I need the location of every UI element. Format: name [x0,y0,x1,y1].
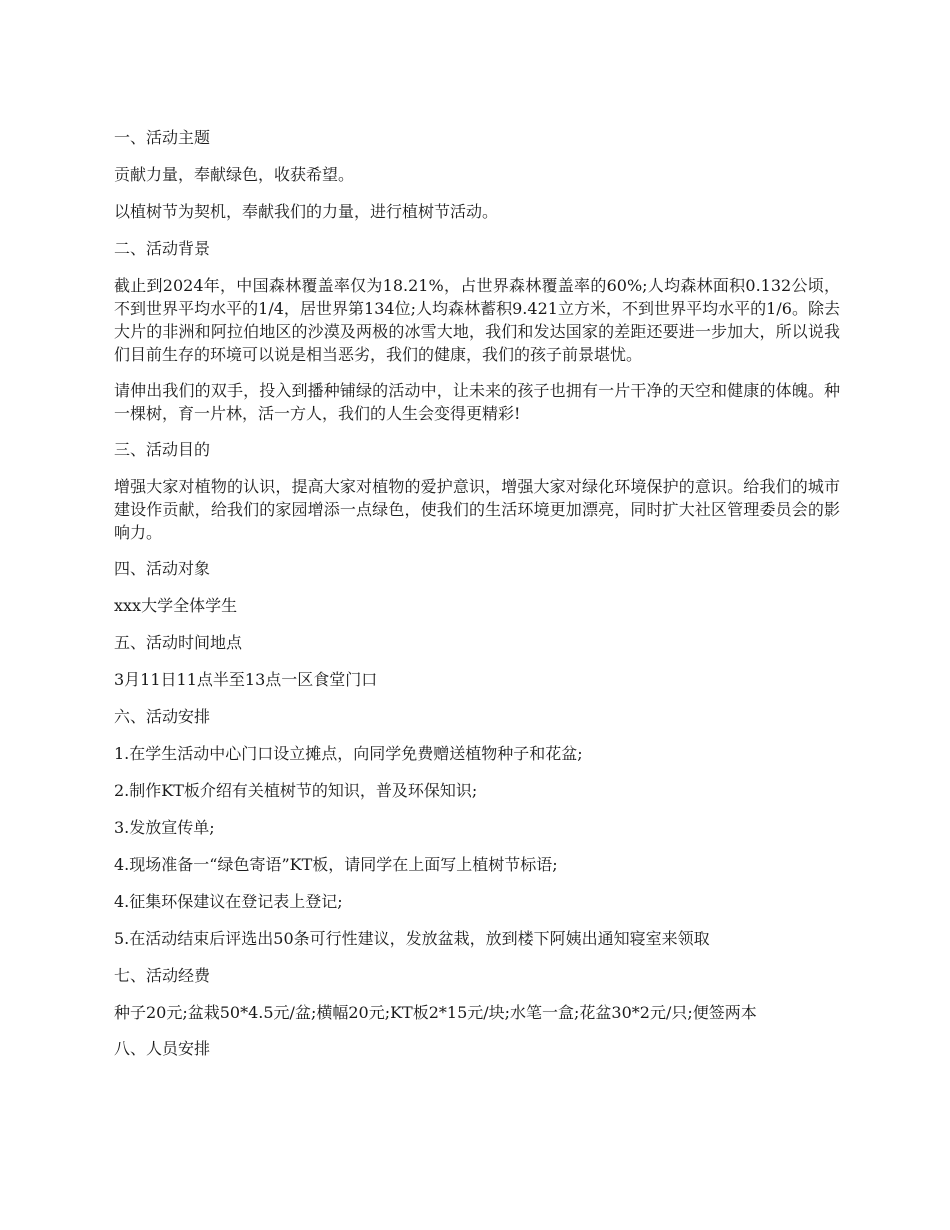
document-page [114,126,840,1074]
section-heading-arrangement: 六、活动安排 [114,707,211,726]
arrangement-item-5: 5.在活动结束后评选出50条可行性建议，发放盆栽，放到楼下阿姨出通知寝室来领取 [114,929,710,948]
section-heading-budget: 七、活动经费 [114,966,211,985]
budget-paragraph: 种子20元;盆栽50*4.5元/盆;横幅20元;KT板2*15元/块;水笔一盒;花盆30*2元/只;便签两本 [114,1003,757,1022]
audience-text: xxx大学全体学生 [114,596,238,615]
section-heading-staff: 八、人员安排 [114,1039,211,1058]
background-paragraph-2: 请伸出我们的双手，投入到播种铺绿的活动中，让未来的孩子也拥有一片干净的天空和健康的体魄。种一棵树，育一片林，活一方人，我们的人生会变得更精彩! [114,381,840,423]
time-place-text: 3月11日11点半至13点一区食堂门口 [114,670,378,689]
section-heading-time-place: 五、活动时间地点 [114,633,243,652]
theme-slogan: 贡献力量，奉献绿色，收获希望。 [114,165,355,184]
arrangement-item-2: 2.制作KT板介绍有关植树节的知识，普及环保知识; [114,781,478,800]
section-heading-theme: 一、活动主题 [114,128,211,147]
section-heading-background: 二、活动背景 [114,239,211,258]
arrangement-item-1: 1.在学生活动中心门口设立摊点，向同学免费赠送植物种子和花盆; [114,744,583,763]
section-heading-audience: 四、活动对象 [114,559,211,578]
background-paragraph-1: 截止到2024年，中国森林覆盖率仅为18.21%，占世界森林覆盖率的60%;人均森林面积0.132公顷，不到世界平均水平的1/4，居世界第134位;人均森林蓄积9.421立方米，不到世界平均水平的1/6。除去大片的非洲和阿拉伯地区的沙漠及两极的冰雪大地，我们和发达国家的差距还要进一步加大，所以说我们目前生存的环境可以说是相当恶劣，我们的健康，我们的孩子前景堪忧。 [114,276,840,364]
arrangement-item-4a: 4.现场准备一“绿色寄语”KT板，请同学在上面写上植树节标语; [114,855,558,874]
arrangement-item-3: 3.发放宣传单; [114,818,215,837]
arrangement-item-4b: 4.征集环保建议在登记表上登记; [114,892,343,911]
purpose-paragraph: 增强大家对植物的认识，提高大家对植物的爱护意识，增强大家对绿化环境保护的意识。给我们的城市建设作贡献，给我们的家园增添一点绿色，使我们的生活环境更加漂亮，同时扩大社区管理委员会的影响力。 [114,477,840,542]
section-heading-purpose: 三、活动目的 [114,440,211,459]
theme-description: 以植树节为契机，奉献我们的力量，进行植树节活动。 [114,202,499,221]
